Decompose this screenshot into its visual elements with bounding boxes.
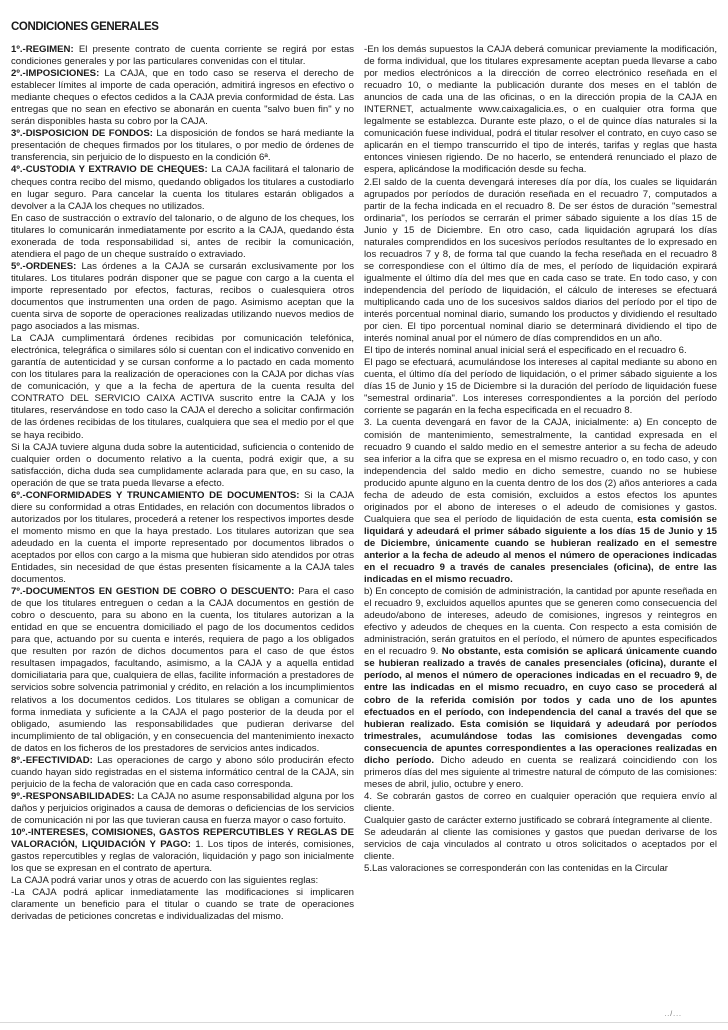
bottom-divider: [0, 1022, 728, 1023]
clause-text: Dicho adeudo en cuenta se realizará coincidiendo con los primeros días del mes siguiente al trimestre natural de cómputo de las comisiones: meses de abril, julio, octubre y enero.: [364, 754, 717, 790]
clause-title: 4º.-CUSTODIA Y EXTRAVIO DE CHEQUES:: [11, 164, 208, 176]
right-paragraph: [364, 815, 717, 827]
right-paragraph: [364, 586, 717, 791]
left-paragraph: [11, 213, 354, 261]
left-paragraph: [11, 128, 354, 164]
clause-text: El presente contrato de cuenta corriente se regirá por estas condiciones generales y por las particulares convenidas con el titular.: [11, 44, 354, 68]
clause-text: -La CAJA podrá aplicar inmediatamente las modificaciones si implicaren claramente un beneficio para el titular o cuando se trate de operaciones derivadas de peticiones concretas e individualizadas del mismo.: [11, 887, 354, 923]
clause-title: 6º.-CONFORMIDADES Y TRUNCAMIENTO DE DOCUMENTOS:: [11, 489, 300, 501]
clause-text: b) En concepto de comisión de administración, la cantidad por apunte reseñada en el recuadro 9, excluidos aquellos apuntes que se generen como consecuencia del adeudo/abono de intereses, adeudo de comisiones, ingresos y reintegros en efectivo y adeudos de cheques en la cuenta. Con respecto a esta comisión de administración, serán gratuitos en el período, el número de apuntes especificados en el recuadro 9.: [364, 586, 717, 658]
clause-text: Si la CAJA diere su conformidad a otras Entidades, en relación con documentos librados o autorizados por los titulares, procederá a retener los respectivos importes desde el momento mismo en que la haya prestado. Los titulares autorizan que sea adeudado en la cuenta el importe representado por documentos librados o aceptados por ellos con cargo a la misma que hubieran sido atendidos por otras Entidades, sin necesidad de que éstas presenten físicamente a la CAJA tales documentos.: [11, 489, 354, 586]
left-paragraph: [11, 887, 354, 923]
clause-text: Para el caso de que los titulares entreguen o cedan a la CAJA documentos en gestión de cobro o descuento, para su abono en la cuenta, los titulares autorizan a la entidad en que se encuentra domiciliado el pago de los documentos cedidos para que, actuando por su cuenta e interés, requiera de pago a los obligados que resulten por razón de dichos documentos para el caso de que éstos resultasen impagados, facultando, asimismo, a la CAJA y a aquella entidad domiciliataria para que, cualquiera de ellas, facilite información a prestadores de servicios sobre solvencia patrimonial y crédito, en relación a los incumplimientos relativos a los documentos cedidos. Los titulares se obligan a comunicar de forma inmediata y suficiente a la CAJA el pago posterior de la deuda por el obligado, asumiendo las responsabilidades que pudieran derivarse del incumplimiento de tal obligación, y en consecuencia del mantenimiento inexacto de datos en los ficheros de los prestadores de servicios antes indicados.: [11, 586, 354, 754]
clause-text: 5.Las valoraciones se corresponderán con las contenidas en la Circular: [364, 863, 668, 875]
left-paragraph: [11, 333, 354, 441]
right-column: [364, 44, 717, 875]
left-paragraph: [11, 164, 354, 212]
right-paragraph: [364, 791, 717, 815]
right-paragraph: [364, 357, 717, 417]
clause-title: 3º.-DISPOSICION DE FONDOS:: [11, 128, 153, 140]
right-paragraph: [364, 345, 717, 357]
clause-title: 8º.-EFECTIVIDAD:: [11, 754, 93, 766]
left-paragraph: [11, 261, 354, 333]
clause-text: 2.El saldo de la cuenta devengará intereses día por día, los cuales se liquidarán agrupados por períodos de duración reseñada en el recuadro 7, computados a partir de la fecha indicada en el recuadro 8. De ser éstos de duración "semestral ordinaria", los períodos se cerrarán el primer sábado siguiente a los días 15 de Junio y 15 de Diciembre. En otro caso, cada liquidación agrupará los días naturales comprendidos en los sucesivos períodos resultantes de lo expresado en los recuadros 7 y 8, de forma tal que cuando la fecha reseñada en el recuadro 8 se correspondiese con el último día de mes, el período de liquidación expirará igualmente el último día del mes que en cada caso se trate. En todo caso, y con independencia del período de liquidación, el cálculo de intereses se efectuará multiplicando cada uno de los sucesivos saldos diarios del período por el tipo de interés porcentual nominal diario, sumando los productos y dividiendo el resultado por cien. El tipo porcentual nominal diario se determinará dividiendo el tipo de interés nominal anual por el número de días comprendidos en un año.: [364, 176, 717, 345]
left-paragraph: [11, 44, 354, 68]
left-paragraph: [11, 875, 354, 887]
clause-title: 1º.-REGIMEN:: [11, 44, 74, 55]
left-paragraph: [11, 586, 354, 755]
right-paragraph: [364, 827, 717, 863]
clause-title: 2º.-IMPOSICIONES:: [11, 68, 100, 80]
clause-text: En caso de sustracción o extravío del talonario, o de alguno de los cheques, los titulares lo comunicarán inmediatamente por escrito a la CAJA, quedando ésta exonerada de toda responsabilidad si, antes de recibir la comunicación, atendiera el pago de un cheque sustraído o extraviado.: [11, 212, 354, 260]
left-paragraph: [11, 442, 354, 490]
clause-emphasis: No obstante, esta comisión se aplicará únicamente cuando se hubieran realizado a través de canales presenciales (oficina), durante el período, al menos el número de operaciones indicadas en el recuadro 9, de entre las indicadas en el mismo recuadro, en cuyo caso se procederá al cobro de la referida comisión por todos y cada uno de los apuntes efectuados en el período, con independencia del canal a través del que se hubieran realizado. Esta comisión se liquidará y adeudará por períodos trimestrales, acumulándose todas las comisiones devengadas como consecuencia de apuntes correspondientes a las operaciones realizadas en dicho período.: [364, 646, 717, 766]
clause-text: La CAJA no asume responsabilidad alguna por los daños y perjuicios originados a causa de demoras o deficiencias de los servicios de comunicación ni por las que tuvieran causa en fuerza mayor o caso fortuito.: [11, 790, 354, 826]
clause-text: Cualquier gasto de carácter externo justificado se cobrará íntegramente al cliente.: [364, 815, 713, 826]
left-paragraph: [11, 827, 354, 875]
left-column: [11, 44, 354, 923]
clause-text: -En los demás supuestos la CAJA deberá comunicar previamente la modificación, de forma individual, que los titulares expresamente aceptan pueda llevarse a cabo por medios electrónicos a la dirección de correo electrónico reseñada en el recuadro 10, o mediante la publicación durante dos meses en el tablón de anuncios de cada una de las oficinas, o en la dirección propia de la CAJA en INTERNET, actualmente www.caixagalicia.es, o en cualquier otra forma que legalmente se establezca. Durante este plazo, o el de quince días naturales si la comunicación fuese individual, podrá el titular resolver el contrato, en cuyo caso se aplicarán en el tiempo transcurrido el tipo de interés, tarifas y reglas que hasta entonces viniesen rigiendo. De no hacerlo, se entenderá renunciado el plazo de espera, aplicándose la modificación desde su fecha.: [364, 44, 717, 176]
clause-text: La disposición de fondos se hará mediante la presentación de cheques firmados por los titulares, o por medio de órdenes de transferencia, sin perjuicio de lo dispuesto en la condición 6ª.: [11, 128, 355, 164]
left-paragraph: [11, 68, 354, 128]
clause-title: 9º.-RESPONSABILIDADES:: [11, 790, 135, 802]
clause-text: 3. La cuenta devengará en favor de la CAJA, inicialmente: a) En concepto de comisión de mantenimiento, semestralmente, la cantidad expresada en el recuadro 9 cuando el saldo medio en el semestre anterior a su fecha de adeudo sea inferior a la cifra que se expresa en el mismo recuadro o, en todo caso, y con independencia del saldo medio en dicho semestre, cuando no se hubiese producido apunte alguno en la cuenta dentro de los dos (2) años anteriores a cada fecha de adeudo de esta comisión, excluidos a estos efectos los apuntes originados por el abono de intereses o el adeudo de comisiones y gastos. Cualquiera que sea el período de liquidación de esta cuenta,: [364, 417, 717, 525]
page-title: CONDICIONES GENERALES: [11, 21, 159, 33]
clause-title: 5º.-ORDENES:: [11, 260, 77, 272]
right-paragraph: [364, 44, 717, 177]
clause-text: 1. Los tipos de interés, comisiones, gastos repercutibles y reglas de valoración, liquidación y pago son inicialmente los que se expresan en el contrato de apertura.: [11, 839, 355, 875]
clause-text: El tipo de interés nominal anual inicial será el especificado en el recuadro 6.: [364, 345, 687, 357]
clause-title: 7º.-DOCUMENTOS EN GESTION DE COBRO O DESCUENTO:: [11, 586, 295, 598]
left-paragraph: [11, 755, 354, 791]
clause-text: La CAJA facilitará el talonario de cheques contra recibo del mismo, quedando obligados los titulares a custodiarlo en lugar seguro. Para cancelar la cuenta los titulares estarán obligados a devolver a la CAJA los cheques no utilizados.: [11, 164, 354, 212]
clause-text: Se adeudarán al cliente las comisiones y gastos que puedan derivarse de los servicios de caja vinculados al contrato u otros solicitados o aceptados por el cliente.: [364, 827, 717, 863]
clause-emphasis: esta comisión se liquidará y adeudará el primer sábado siguiente a los días 15 de Junio y 15 de Diciembre, únicamente cuando se hubieran realizado en el semestre anterior a la fecha de adeudo al menos el número de operaciones indicadas en el recuadro 9 a través de canales presenciales (oficina), de entre las indicadas en el mismo recuadro.: [364, 513, 717, 586]
continuation-mark: ../...: [664, 1011, 682, 1018]
clause-text: La CAJA cumplimentará órdenes recibidas por comunicación telefónica, electrónica, telegráfica o similares sólo si cuentan con el indicativo convenido en garantía de autenticidad y se cursan conforme a lo pactado en cada momento con los titulares para la realización de operaciones con la CAJA por dichas vías de comunicación, y que a la fecha de apertura de la cuenta resulta del CONTRATO DEL SERVICIO CAIXA ACTIVA suscrito entre la CAJA y los titulares, reservándose en todo caso la CAJA el derecho a solicitar confirmación de las órdenes recibidas de los titulares, cualquiera que sea el medio por el que se haya recibido.: [11, 333, 354, 441]
clause-text: Las órdenes a la CAJA se cursarán exclusivamente por los titulares. Los titulares podrán disponer que se pague con cargo a la cuenta el importe representado por efectos, facturas, recibos o cualesquiera otros documentos que instrumenten una orden de pago. Asimismo aceptan que la cuenta sirva de soporte de operaciones realizadas utilizando nuevos medios de pago asociados a las mismas.: [11, 260, 354, 333]
right-paragraph: [364, 177, 717, 346]
left-paragraph: [11, 791, 354, 827]
clause-text: La CAJA, que en todo caso se reserva el derecho de establecer límites al importe de cada operación, admitirá ingresos en efectivo o mediante cheques o efectos cedidos a la CAJA previa conformidad de ésta. Las entregas que no sean en efectivo se abonarán en cuenta "salvo buen fin" y no serán disponibles hasta su cobro por la CAJA.: [11, 68, 354, 128]
clause-text: La CAJA podrá variar unos y otras de acuerdo con las siguientes reglas:: [11, 875, 319, 887]
clause-text: Si la CAJA tuviere alguna duda sobre la autenticidad, suficiencia o contenido de cualquier orden o documento relativo a la cuenta, podrá exigir que, a su satisfacción, dicha duda sea cumplidamente aclarada para que, en su caso, la operación de que se trata pueda llevarse a efecto.: [11, 441, 354, 489]
right-paragraph: [364, 417, 717, 586]
clause-title: 10º.-INTERESES, COMISIONES, GASTOS REPERCUTIBLES Y REGLAS DE VALORACIÓN, LIQUIDACIÓN Y PAGO:: [11, 827, 354, 851]
clause-text: Las operaciones de cargo y abono sólo producirán efecto cuando hayan sido registradas en el sistema informático central de la CAJA, sin perjuicio de la fecha de valoración que en cada caso corresponda.: [11, 754, 354, 790]
right-paragraph: [364, 863, 717, 875]
clause-text: El pago se efectuará, acumulándose los intereses al capital mediante su abono en cuenta, el último día del período de liquidación, o el primer sábado siguiente a los días 15 de Junio y 15 de Diciembre si la duración del período de liquidación fuese "semestral ordinaria". Los intereses correspondientes a la porción del período corriente se pagarán en la fecha especificada en el recuadro 8.: [364, 357, 717, 417]
left-paragraph: [11, 490, 354, 586]
clause-text: 4. Se cobrarán gastos de correo en cualquier operación que requiera envío al cliente.: [364, 790, 717, 814]
